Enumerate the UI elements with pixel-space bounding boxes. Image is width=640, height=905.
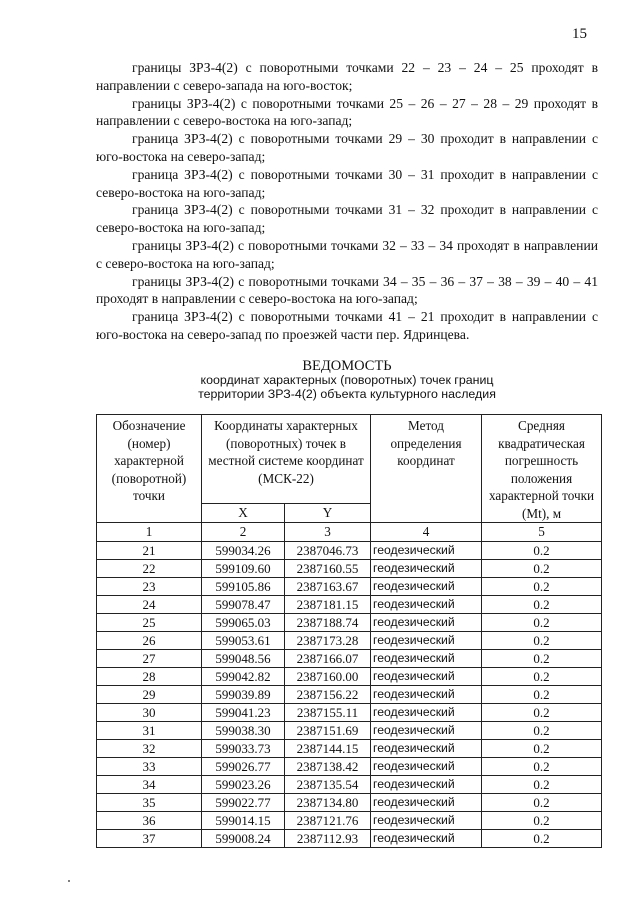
cell-method: геодезический	[371, 703, 482, 721]
cell-error: 0.2	[482, 757, 602, 775]
cell-method: геодезический	[371, 829, 482, 847]
cell-x: 599078.47	[202, 595, 285, 613]
table-row	[97, 829, 602, 847]
cell-point: 33	[97, 757, 202, 775]
paragraph: границы ЗРЗ-4(2) с поворотными точками 34 – 35 – 36 – 37 – 38 – 39 – 40 – 41 проходят в направлении с северо-востока на юго-запад;	[96, 273, 598, 307]
table-row	[97, 811, 602, 829]
cell-error: 0.2	[482, 721, 602, 739]
cell-point: 24	[97, 595, 202, 613]
cell-y: 2387160.55	[285, 559, 371, 577]
table-row	[97, 613, 602, 631]
cell-error: 0.2	[482, 739, 602, 757]
cell-point: 35	[97, 793, 202, 811]
cell-error: 0.2	[482, 829, 602, 847]
cell-error: 0.2	[482, 541, 602, 559]
column-number: 1	[97, 523, 202, 542]
cell-y: 2387046.73	[285, 541, 371, 559]
cell-x: 599041.23	[202, 703, 285, 721]
cell-point: 23	[97, 577, 202, 595]
cell-y: 2387155.11	[285, 703, 371, 721]
cell-point: 31	[97, 721, 202, 739]
cell-y: 2387163.67	[285, 577, 371, 595]
cell-x: 599105.86	[202, 577, 285, 595]
cell-point: 29	[97, 685, 202, 703]
table-row	[97, 721, 602, 739]
cell-method: геодезический	[371, 739, 482, 757]
cell-error: 0.2	[482, 775, 602, 793]
cell-method: геодезический	[371, 811, 482, 829]
cell-point: 22	[97, 559, 202, 577]
cell-x: 599053.61	[202, 631, 285, 649]
cell-method: геодезический	[371, 631, 482, 649]
cell-y: 2387160.00	[285, 667, 371, 685]
cell-error: 0.2	[482, 577, 602, 595]
header-coordinates: Координаты характерных (поворотных) точек в местной системе координат (МСК-22)	[202, 415, 371, 504]
statement-subtitle-line1: координат характерных (поворотных) точек границ	[200, 373, 494, 387]
scan-speck	[68, 880, 70, 882]
cell-y: 2387134.80	[285, 793, 371, 811]
header-designation: Обозначение (номер) характерной (поворотной) точки	[97, 415, 202, 523]
cell-error: 0.2	[482, 667, 602, 685]
table-row	[97, 577, 602, 595]
header-y: Y	[285, 504, 371, 523]
column-number: 3	[285, 523, 371, 542]
paragraph: границы ЗРЗ-4(2) с поворотными точками 25 – 26 – 27 – 28 – 29 проходят в направлении с северо-востока на юго-запад;	[96, 95, 598, 129]
paragraph: границы ЗРЗ-4(2) с поворотными точками 32 – 33 – 34 проходят в направлении с северо-востока на юго-запад;	[96, 237, 598, 271]
cell-y: 2387112.93	[285, 829, 371, 847]
page-number: 15	[572, 26, 587, 42]
cell-y: 2387135.54	[285, 775, 371, 793]
coordinates-table-body	[97, 541, 602, 847]
cell-x: 599023.26	[202, 775, 285, 793]
cell-error: 0.2	[482, 703, 602, 721]
cell-error: 0.2	[482, 631, 602, 649]
cell-point: 27	[97, 649, 202, 667]
cell-x: 599039.89	[202, 685, 285, 703]
statement-title: ВЕДОМОСТЬ	[302, 358, 392, 374]
cell-x: 599048.56	[202, 649, 285, 667]
coordinates-table	[96, 414, 602, 848]
cell-point: 26	[97, 631, 202, 649]
cell-y: 2387144.15	[285, 739, 371, 757]
cell-x: 599014.15	[202, 811, 285, 829]
paragraph: граница ЗРЗ-4(2) с поворотными точками 30 – 31 проходит в направлении с северо-востока на юго-запад;	[96, 166, 598, 200]
cell-y: 2387138.42	[285, 757, 371, 775]
cell-point: 25	[97, 613, 202, 631]
paragraph: граница ЗРЗ-4(2) с поворотными точками 41 – 21 проходит в направлении с юго-востока на северо-запад по проезжей части пер. Ядринцева.	[96, 309, 598, 342]
boundary-description	[96, 59, 598, 344]
cell-y: 2387151.69	[285, 721, 371, 739]
table-row	[97, 793, 602, 811]
cell-error: 0.2	[482, 595, 602, 613]
cell-error: 0.2	[482, 649, 602, 667]
paragraph: границы ЗРЗ-4(2) с поворотными точками 22 – 23 – 24 – 25 проходят в направлении с северо-запада на юго-восток;	[96, 60, 598, 93]
cell-method: геодезический	[371, 775, 482, 793]
cell-error: 0.2	[482, 685, 602, 703]
statement-subtitle-line2: территории ЗРЗ-4(2) объекта культурного наследия	[198, 386, 496, 401]
cell-point: 36	[97, 811, 202, 829]
table-row	[97, 757, 602, 775]
table-row	[97, 739, 602, 757]
cell-x: 599042.82	[202, 667, 285, 685]
header-x: X	[202, 504, 285, 523]
header-method: Метод определения координат	[371, 415, 482, 523]
cell-x: 599109.60	[202, 559, 285, 577]
table-row	[97, 703, 602, 721]
table-row	[97, 541, 602, 559]
paragraph: граница ЗРЗ-4(2) с поворотными точками 29 – 30 проходит в направлении с юго-востока на северо-запад;	[96, 131, 598, 164]
cell-method: геодезический	[371, 757, 482, 775]
table-row	[97, 649, 602, 667]
column-number: 5	[482, 523, 602, 542]
cell-error: 0.2	[482, 793, 602, 811]
cell-method: геодезический	[371, 613, 482, 631]
cell-x: 599008.24	[202, 829, 285, 847]
statement-title-block	[96, 358, 598, 401]
cell-point: 28	[97, 667, 202, 685]
table-row	[97, 685, 602, 703]
cell-method: геодезический	[371, 721, 482, 739]
cell-y: 2387156.22	[285, 685, 371, 703]
cell-x: 599022.77	[202, 793, 285, 811]
cell-method: геодезический	[371, 595, 482, 613]
cell-x: 599065.03	[202, 613, 285, 631]
column-number: 2	[202, 523, 285, 542]
cell-method: геодезический	[371, 577, 482, 595]
cell-point: 21	[97, 541, 202, 559]
cell-method: геодезический	[371, 793, 482, 811]
cell-y: 2387121.76	[285, 811, 371, 829]
cell-error: 0.2	[482, 559, 602, 577]
cell-point: 32	[97, 739, 202, 757]
cell-method: геодезический	[371, 685, 482, 703]
cell-method: геодезический	[371, 559, 482, 577]
cell-y: 2387173.28	[285, 631, 371, 649]
cell-point: 34	[97, 775, 202, 793]
cell-x: 599038.30	[202, 721, 285, 739]
table-row	[97, 559, 602, 577]
table-row	[97, 595, 602, 613]
table-row	[97, 667, 602, 685]
cell-point: 37	[97, 829, 202, 847]
cell-y: 2387188.74	[285, 613, 371, 631]
cell-x: 599026.77	[202, 757, 285, 775]
cell-method: геодезический	[371, 541, 482, 559]
cell-method: геодезический	[371, 667, 482, 685]
cell-y: 2387166.07	[285, 649, 371, 667]
cell-x: 599034.26	[202, 541, 285, 559]
cell-error: 0.2	[482, 811, 602, 829]
cell-method: геодезический	[371, 649, 482, 667]
header-error: Средняя квадратическая погрешность положения характерной точки (Mt), м	[482, 415, 602, 523]
paragraph: граница ЗРЗ-4(2) с поворотными точками 31 – 32 проходит в направлении с северо-востока на юго-запад;	[96, 202, 598, 236]
column-number: 4	[371, 523, 482, 542]
cell-point: 30	[97, 703, 202, 721]
cell-y: 2387181.15	[285, 595, 371, 613]
table-row	[97, 631, 602, 649]
table-row	[97, 775, 602, 793]
cell-x: 599033.73	[202, 739, 285, 757]
cell-error: 0.2	[482, 613, 602, 631]
